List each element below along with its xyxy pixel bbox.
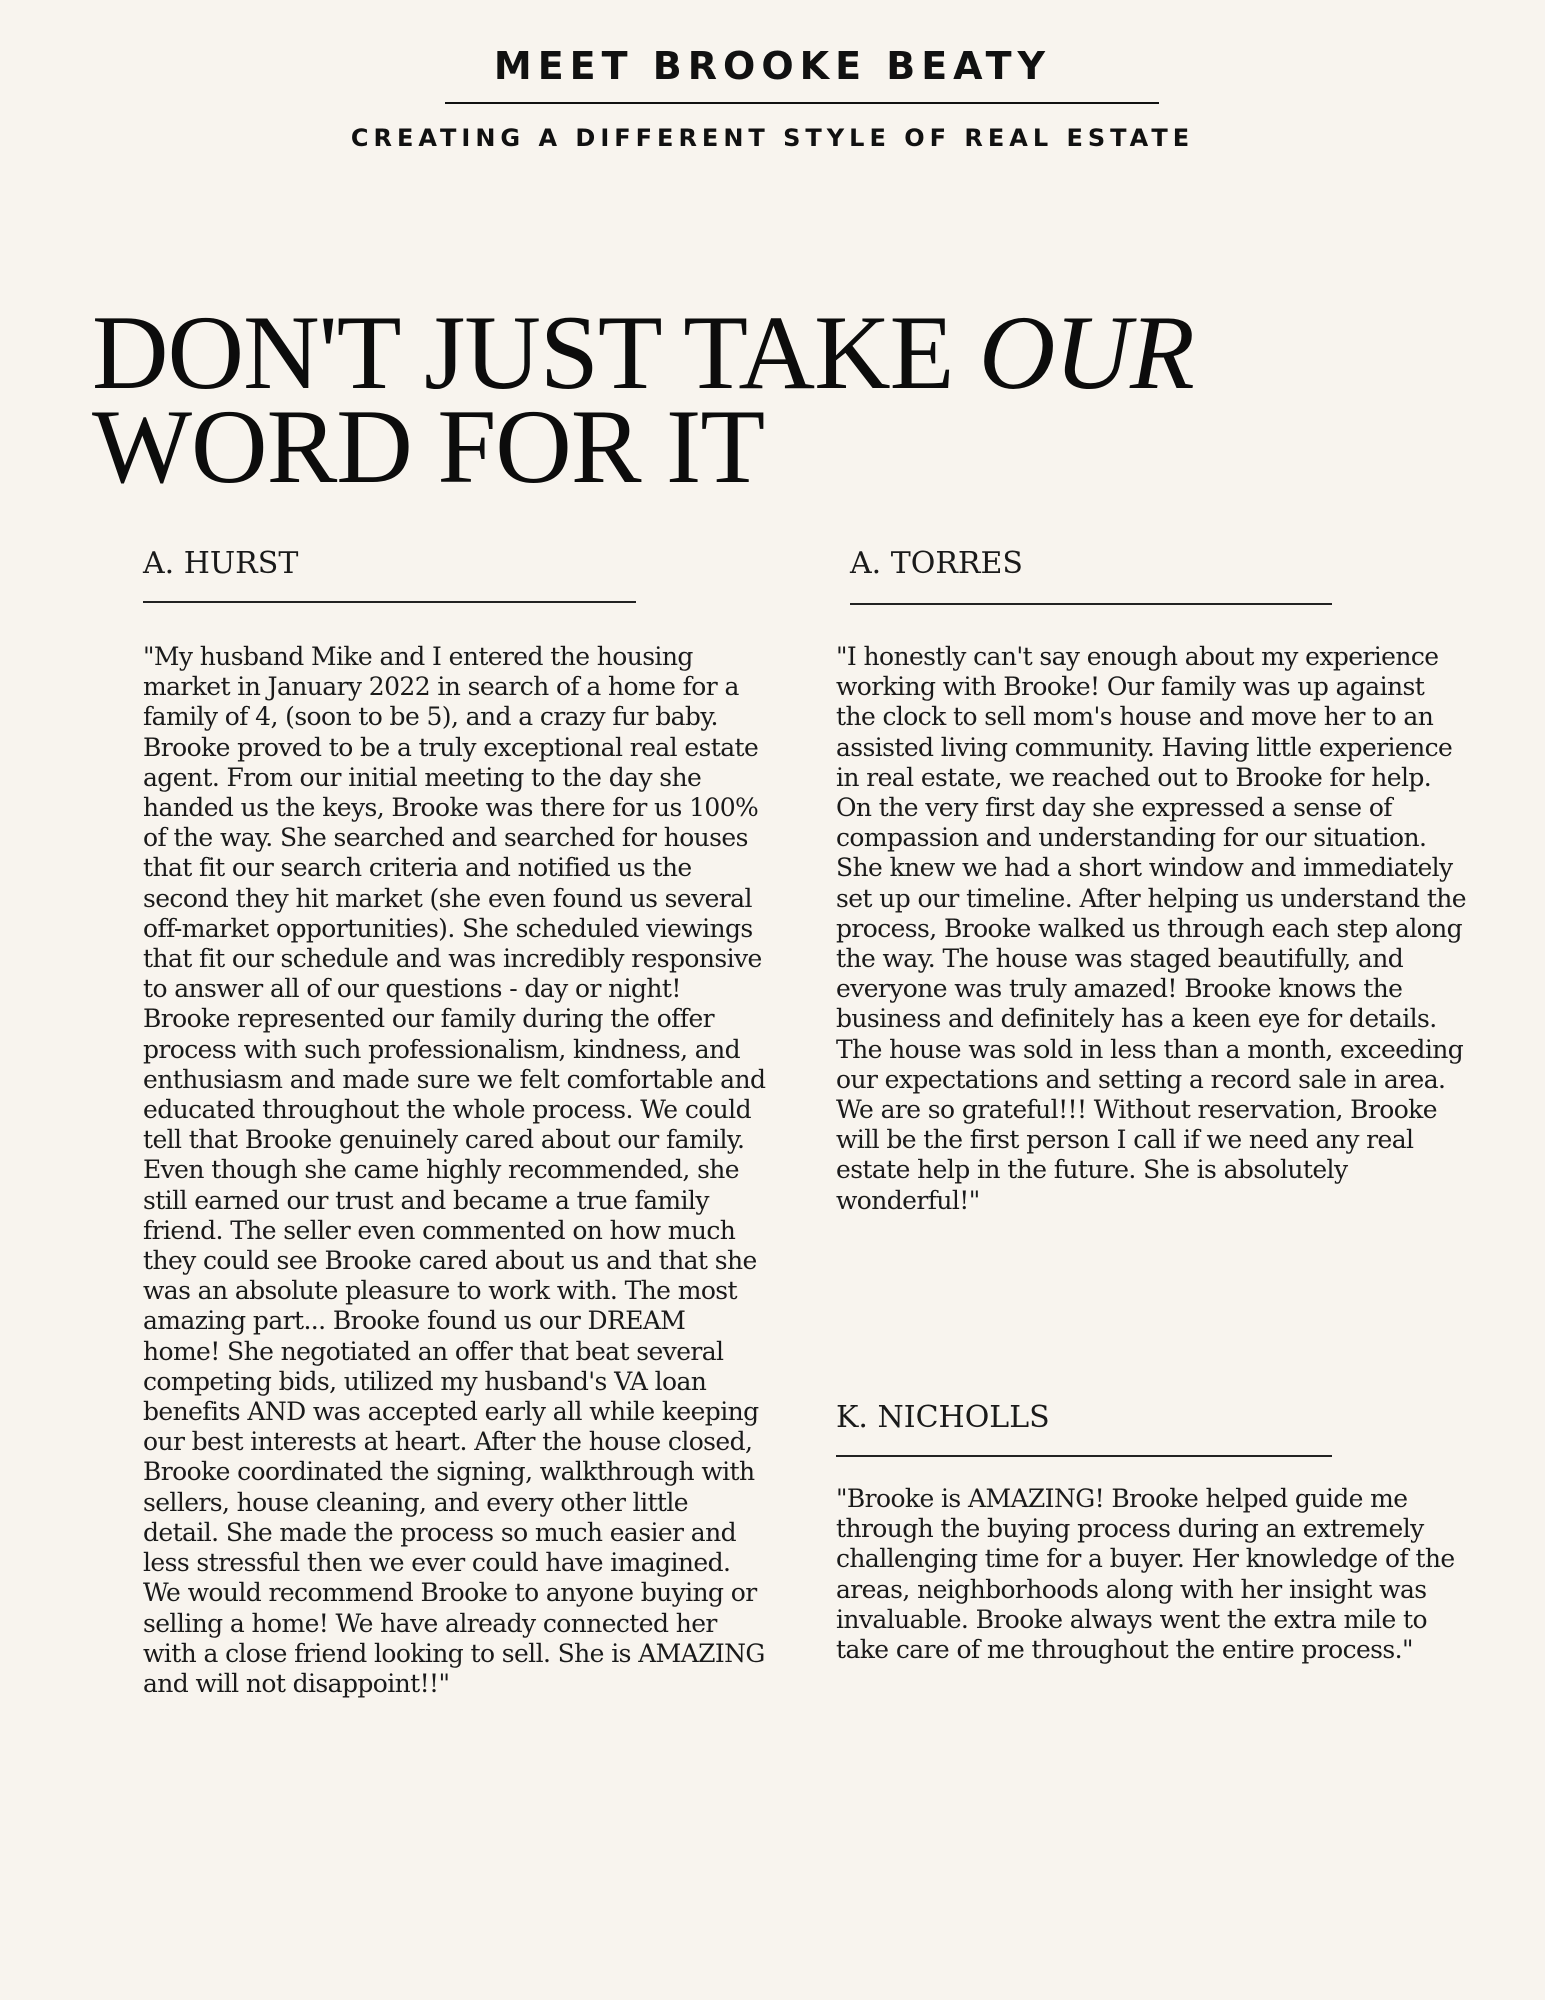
tagline: CREATING A DIFFERENT STYLE OF REAL ESTATE xyxy=(350,124,1195,152)
testimonial-name-torres: A. TORRES xyxy=(850,546,1023,581)
brand-title: MEET BROOKE BEATY xyxy=(493,44,1052,88)
page-headline xyxy=(92,294,1194,505)
brand-divider xyxy=(445,102,1159,104)
testimonial-divider-nicholls xyxy=(836,1455,1332,1457)
headline-line1-start: DON'T JUST TAKE xyxy=(92,294,979,411)
headline-line2: WORD FOR IT xyxy=(92,388,765,505)
testimonial-name-hurst: A. HURST xyxy=(143,546,299,581)
testimonial-quote-torres: "I honestly can't say enough about my experience working with Brooke! Our family was up against the clock to sell mom's house and move her to an assisted living community. Having little experience in real estate, we reached out to Brooke for help. On the very first day she expressed a sense of compassion and understanding for our situation. She knew we had a short window and immediately set up our timeline. After helping us understand the process, Brooke walked us through each step along the way. The house was staged beautifully, and everyone was truly amazed! Brooke knows the business and definitely has a keen eye for details. The house was sold in less than a month, exceeding our expectations and setting a record sale in area. We are so grateful!!! Without reservation, Brooke will be the first person I call if we need any real estate help in the future. She is absolutely wonderful!" xyxy=(836,642,1466,1215)
testimonial-divider-hurst xyxy=(143,601,636,603)
testimonial-divider-torres xyxy=(850,603,1332,605)
testimonial-quote-hurst: "My husband Mike and I entered the housing market in January 2022 in search of a home for a family of 4, (soon to be 5), and a crazy fur baby. Brooke proved to be a truly exceptional real estate agent. From our initial meeting to the day she handed us the keys, Brooke was there for us 100% of the way. She searched and searched for houses that fit our search criteria and notified us the second they hit market (she even found us several off-market opportunities). She scheduled viewings that fit our schedule and was incredibly responsive to answer all of our questions - day or night! Brooke represented our family during the offer process with such professionalism, kindness, and enthusiasm and made sure we felt comfortable and educated throughout the whole process. We could tell that Brooke genuinely cared about our family. Even though she came highly recommended, she still earned our trust and became a true family friend. The seller even commented on how much they could see Brooke cared about us and that she was an absolute pleasure to work with. The most amazing part... Brooke found us our DREAM home! She negotiated an offer that beat several competing bids, utilized my husband's VA loan benefits AND was accepted early all while keeping our best interests at heart. After the house closed, Brooke coordinated the signing, walkthrough with sellers, house cleaning, and every other little detail. She made the process so much easier and less stressful then we ever could have imagined. We would recommend Brooke to anyone buying or selling a home! We have already connected her with a close friend looking to sell. She is AMAZING and will not disappoint!!" xyxy=(143,642,766,1698)
headline-emphasis: OUR xyxy=(978,294,1194,411)
testimonial-name-nicholls: K. NICHOLLS xyxy=(836,1400,1050,1435)
testimonial-quote-nicholls: "Brooke is AMAZING! Brooke helped guide me through the buying process during an extremely challenging time for a buyer. Her knowledge of the areas, neighborhoods along with her insight was invaluable. Brooke always went the extra mile to take care of me throughout the entire process." xyxy=(836,1484,1455,1665)
